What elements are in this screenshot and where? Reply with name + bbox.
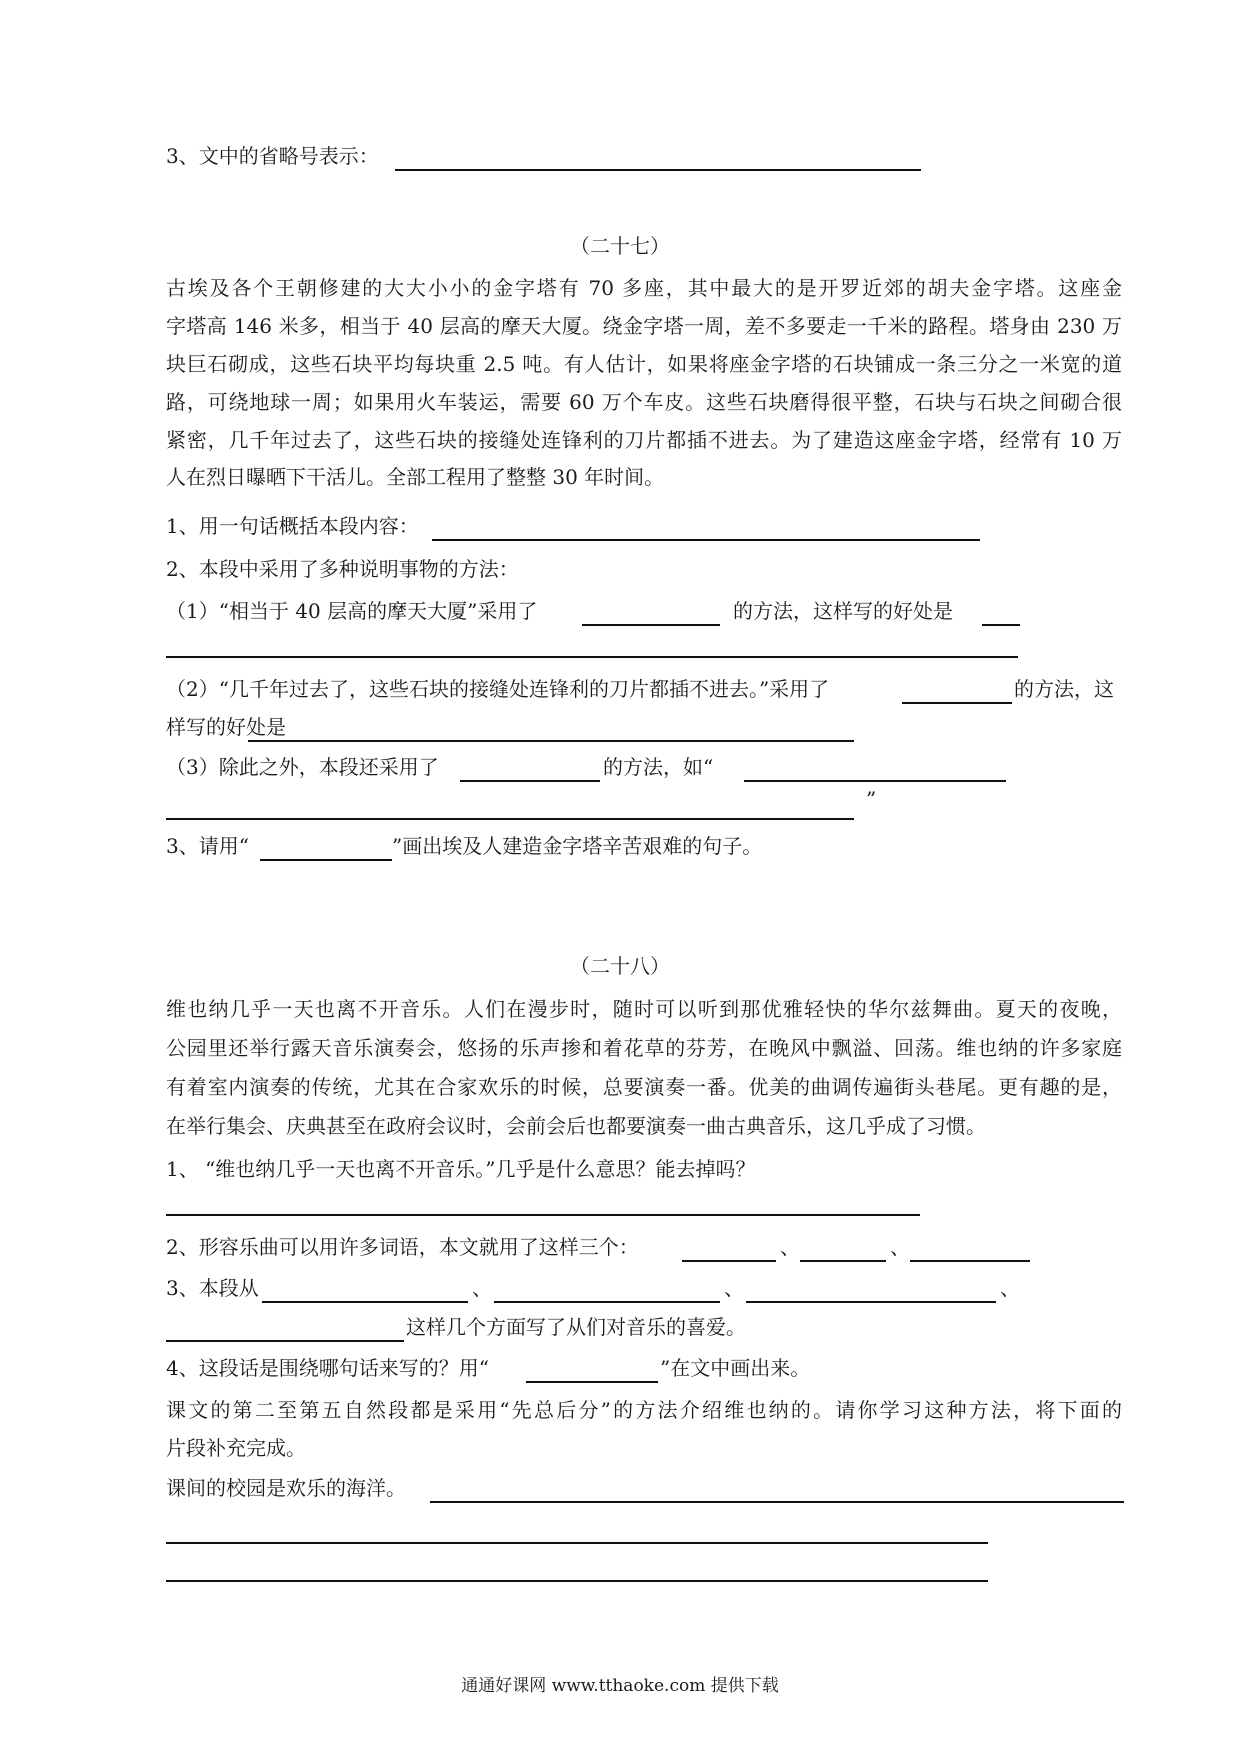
s27-question-1 (0, 512, 1240, 540)
answer-blank[interactable] (582, 624, 720, 626)
question-label: 2、形容乐曲可以用许多词语，本文就用了这样三个： (166, 1235, 639, 1259)
task-text: 片段补充完成。 (166, 1436, 306, 1460)
task-instruction: 课文的第二至第五自然段都是采用“先总后分”的方法介绍维也纳的。请你学习这种方法，将下面的 (166, 1398, 1122, 1422)
answer-blank[interactable] (166, 818, 854, 820)
s27-question-3 (0, 832, 1240, 860)
section-title-27: （二十七） (570, 234, 670, 258)
question-label: 3、本段从 (166, 1276, 259, 1300)
answer-blank[interactable] (260, 859, 392, 861)
writing-prompt: 课间的校园是欢乐的海洋。 (166, 1476, 406, 1500)
paragraph-line: 紧密，几千年过去了，这些石块的接缝处连锋利的刀片都插不进去。为了建造这座金字塔，经常有 10 万 (166, 428, 1122, 452)
question-label: 2、本段中采用了多种说明事物的方法： (166, 557, 519, 581)
paragraph-line: 字塔高 146 米多，相当于 40 层高的摩天大厦。绕金字塔一周，差不多要走一千米的路程。塔身由 230 万 (166, 314, 1122, 338)
question-label: ” (866, 787, 877, 811)
answer-blank[interactable] (262, 1301, 468, 1303)
separator: 、 (1000, 1276, 1020, 1300)
s27-question-2 (0, 555, 1240, 583)
s27-question-2-3-cont (0, 787, 1240, 819)
paragraph-line-last (0, 1112, 1240, 1140)
question-label: ”画出埃及人建造金字塔辛苦艰难的句子。 (392, 834, 763, 858)
paragraph-line: 公园里还举行露天音乐演奏会，悠扬的乐声掺和着花草的芬芳，在晚风中飘溢、回荡。维也纳的许多家庭 (166, 1036, 1122, 1060)
answer-blank[interactable] (682, 1260, 776, 1262)
answer-blank[interactable] (395, 169, 921, 171)
answer-blank[interactable] (982, 624, 1020, 626)
answer-blank[interactable] (526, 1381, 658, 1383)
question-label: 样写的好处是 (166, 715, 286, 739)
answer-blank[interactable] (166, 1340, 404, 1342)
paragraph-text: 在举行集会、庆典甚至在政府会议时，会前会后也都要演奏一曲古典音乐，这几乎成了习惯。 (166, 1114, 986, 1138)
separator: 、 (724, 1276, 744, 1300)
question-label: ”在文中画出来。 (660, 1356, 811, 1380)
question-label: 的方法，这 (1014, 677, 1114, 701)
answer-line[interactable] (166, 1580, 988, 1582)
question-label: 这样几个方面写了从们对音乐的喜爱。 (406, 1315, 746, 1339)
answer-blank[interactable] (494, 1301, 720, 1303)
task-instruction-cont (0, 1434, 1240, 1462)
answer-blank[interactable] (902, 702, 1012, 704)
writing-task (0, 1474, 1240, 1502)
separator: 、 (890, 1235, 910, 1259)
answer-blank[interactable] (248, 740, 854, 742)
s28-question-3 (0, 1274, 1240, 1302)
answer-blank[interactable] (746, 1301, 996, 1303)
section-title-28: （二十八） (570, 954, 670, 978)
paragraph-line: 路，可绕地球一周；如果用火车装运，需要 60 万个车皮。这些石块磨得很平整，石块与石块之间砌合很 (166, 390, 1122, 414)
paragraph-text: 人在烈日曝晒下干活儿。全部工程用了整整 30 年时间。 (166, 465, 665, 489)
footer: 通通好课网 www.tthaoke.com 提供下载 (461, 1676, 779, 1696)
question-label: 4、这段话是围绕哪句话来写的？用“ (166, 1356, 489, 1380)
s28-question-1 (0, 1155, 1240, 1183)
paragraph-line: 维也纳几乎一天也离不开音乐。人们在漫步时，随时可以听到那优雅轻快的华尔兹舞曲。夏天的夜晚， (166, 997, 1122, 1021)
s28-question-3-cont (0, 1313, 1240, 1341)
answer-blank[interactable] (800, 1260, 886, 1262)
paragraph-line-last (0, 463, 1240, 491)
answer-blank[interactable] (910, 1260, 1030, 1262)
question-label: 3、请用“ (166, 834, 249, 858)
s27-question-2-3 (0, 753, 1240, 781)
paragraph-line: 有着室内演奏的传统，尤其在合家欢乐的时候，总要演奏一番。优美的曲调传遍街头巷尾。更有趣的是， (166, 1075, 1122, 1099)
s26-question-3 (0, 142, 1240, 170)
s27-question-2-1 (0, 597, 1240, 625)
paragraph-line: 块巨石砌成，这些石块平均每块重 2.5 吨。有人估计，如果将座金字塔的石块铺成一条三分之一米宽的道 (166, 352, 1122, 376)
question-label: 3、文中的省略号表示： (166, 144, 379, 168)
s28-question-4 (0, 1354, 1240, 1382)
answer-blank[interactable] (460, 780, 600, 782)
question-label: （3）除此之外，本段还采用了 (166, 755, 439, 779)
question-label: （2）“几千年过去了，这些石块的接缝处连锋利的刀片都插不进去。”采用了 (166, 677, 830, 701)
separator: 、 (780, 1235, 800, 1259)
s27-question-2-2 (0, 675, 1240, 703)
s28-question-2 (0, 1233, 1240, 1261)
question-label: 1、 “维也纳几乎一天也离不开音乐。”几乎是什么意思？能去掉吗？ (166, 1157, 756, 1181)
answer-blank[interactable] (430, 1501, 1124, 1503)
answer-line[interactable] (166, 1542, 988, 1544)
paragraph-line: 古埃及各个王朝修建的大大小小的金字塔有 70 多座，其中最大的是开罗近郊的胡夫金字塔。这座金 (166, 276, 1122, 300)
answer-blank[interactable] (744, 780, 1006, 782)
answer-line[interactable] (166, 1214, 920, 1216)
answer-blank[interactable] (432, 539, 980, 541)
s27-question-2-2-cont (0, 713, 1240, 741)
separator: 、 (472, 1276, 492, 1300)
question-label: （1）“相当于 40 层高的摩天大厦”采用了 (166, 599, 538, 623)
question-label: 的方法，如“ (603, 755, 714, 779)
question-label: 1、用一句话概括本段内容： (166, 514, 419, 538)
answer-line[interactable] (166, 656, 1018, 658)
question-label: 的方法，这样写的好处是 (733, 599, 953, 623)
